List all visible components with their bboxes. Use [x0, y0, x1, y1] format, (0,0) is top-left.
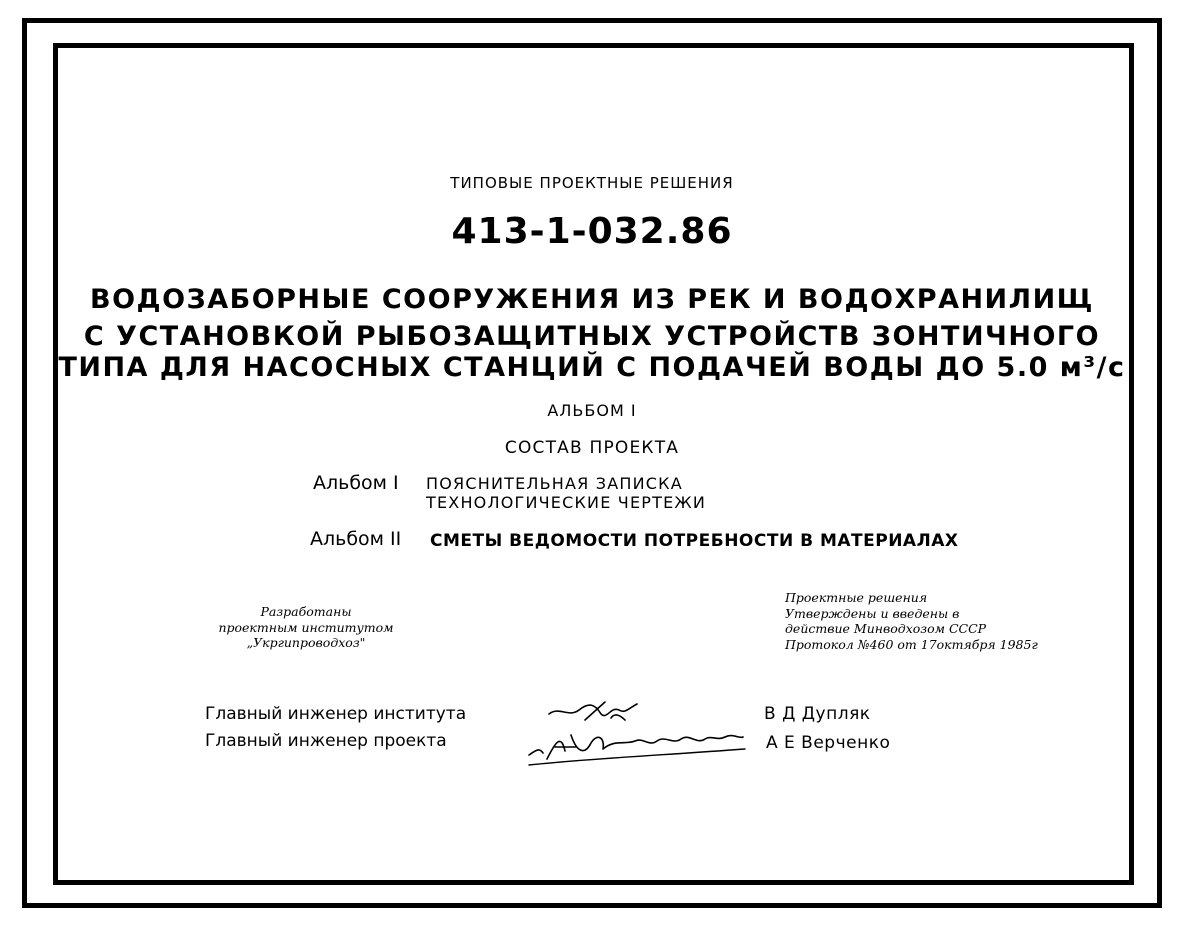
album-2-label: Альбом II: [310, 528, 402, 550]
approval-line-1: Проектные решения: [785, 590, 928, 605]
staff-name-1: В Д Дупляк: [764, 704, 871, 724]
approval-block: [785, 590, 1105, 653]
developer-line-1: Разработаны: [260, 604, 352, 619]
staff-name-2: А Е Верченко: [766, 733, 891, 753]
album-number: АЛЬБОМ I: [547, 401, 637, 420]
title-line-3: ТИПА ДЛЯ НАСОСНЫХ СТАНЦИЙ С ПОДАЧЕЙ ВОДЫ ДО 5.0 м³/с: [58, 352, 1126, 383]
title-line-1: ВОДОЗАБОРНЫЕ СООРУЖЕНИЯ ИЗ РЕК И ВОДОХРАНИЛИЩ: [90, 284, 1094, 315]
developer-block: [176, 604, 436, 651]
staff-role-1: Главный инженер института: [205, 704, 467, 724]
album-1-line-2: ТЕХНОЛОГИЧЕСКИЕ ЧЕРТЕЖИ: [426, 493, 707, 512]
developer-line-2: проектным институтом: [218, 619, 394, 635]
series-title: ТИПОВЫЕ ПРОЕКТНЫЕ РЕШЕНИЯ: [450, 174, 734, 192]
signature-2: [525, 725, 750, 769]
approval-line-4: Протокол №460 от 17октября 1985г: [785, 636, 1038, 652]
title-line-2: С УСТАНОВКОЙ РЫБОЗАЩИТНЫХ УСТРОЙСТВ ЗОНТИЧНОГО: [83, 321, 1101, 352]
album-1-line-1: ПОЯСНИТЕЛЬНАЯ ЗАПИСКА: [426, 474, 683, 493]
signature-1: [545, 698, 655, 726]
approval-line-3: действие Минводхозом СССР: [785, 621, 987, 637]
approval-line-2: Утверждены и введены в: [785, 605, 960, 621]
document-number: 413-1-032.86: [451, 211, 733, 252]
developer-line-3: „Укргипроводхоз": [246, 635, 366, 651]
album-1-label: Альбом I: [313, 472, 399, 494]
composition-heading: СОСТАВ ПРОЕКТА: [504, 438, 680, 458]
album-2-line-1: СМЕТЫ ВЕДОМОСТИ ПОТРЕБНОСТИ В МАТЕРИАЛАХ: [430, 531, 959, 551]
staff-role-2: Главный инженер проекта: [205, 731, 447, 751]
